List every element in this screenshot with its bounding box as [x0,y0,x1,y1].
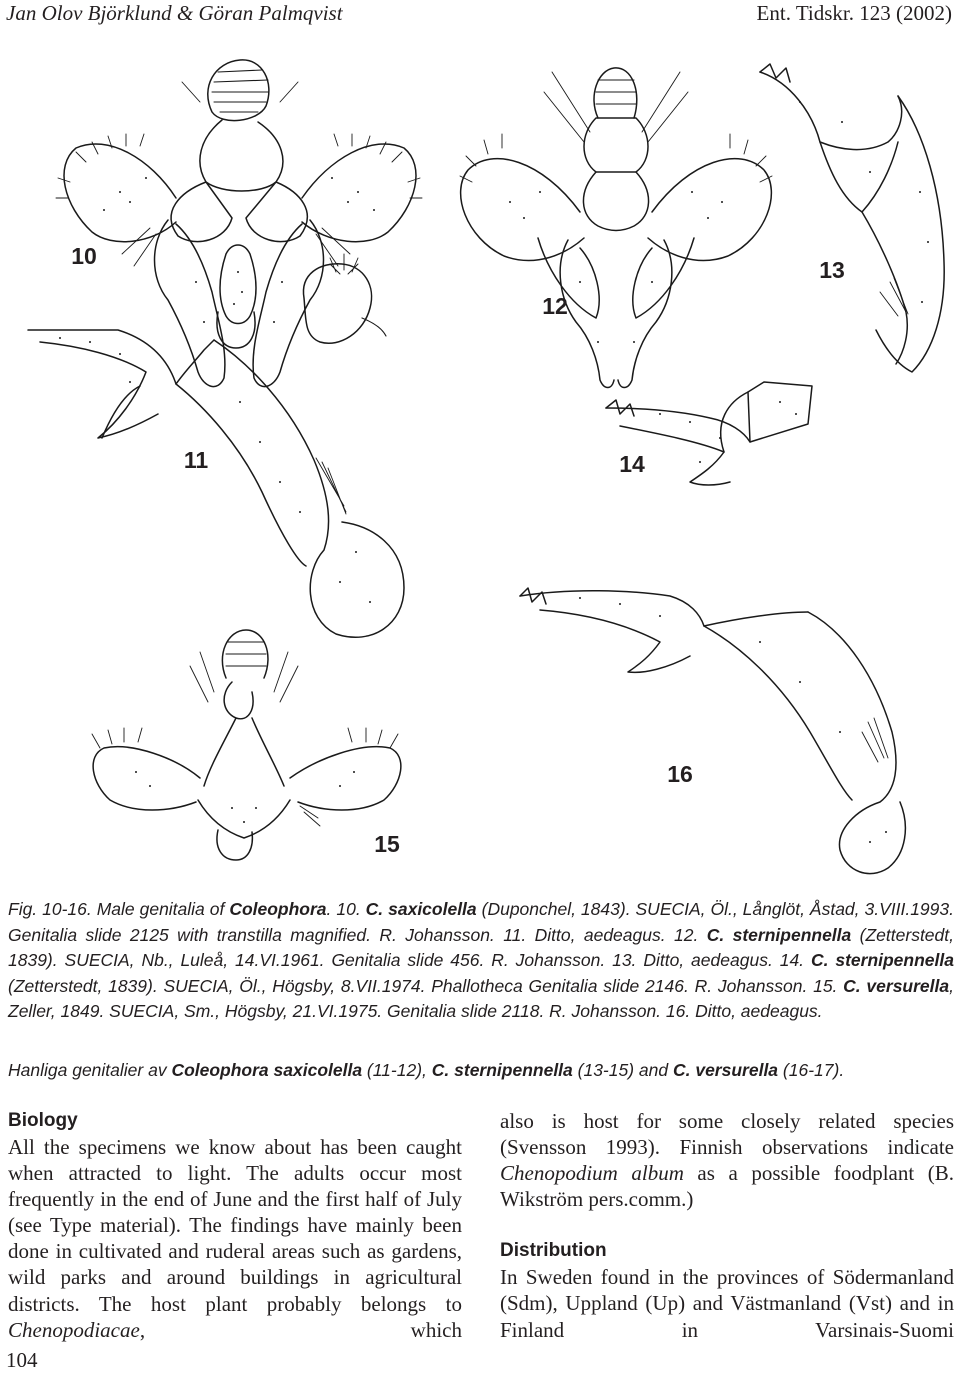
figure-label: 10 [71,243,97,269]
distribution-paragraph: In Sweden found in the provinces of Södermanland (Sdm), Uppland (Up) and Västmanland (Vst) and in Finland in Varsinais-Suomi [500,1265,954,1342]
figure-label: 11 [183,447,209,473]
figure-caption-swedish: Hanliga genitalier av Coleophora saxicolella (11-12), C. sternipennella (13-15) and C. versurella (16-17). [8,1060,845,1080]
figure-label: 13 [819,257,845,283]
text-column-right [500,1108,954,1343]
page-number: 104 [6,1348,38,1372]
biology-heading: Biology [8,1110,78,1131]
figure-label: 14 [619,451,645,477]
figure-label: 12 [542,293,568,319]
distribution-heading: Distribution [500,1240,607,1262]
figure-plate [0,42,960,892]
fig-13-aedeagus-drawing [760,64,944,372]
text-column-left [8,1108,462,1343]
fig-12-genitalia-drawing [460,68,772,388]
paragraph-gap [500,1212,954,1238]
figure-label: 15 [374,831,400,857]
running-head-journal: Ent. Tidskr. 123 (2002) [756,1,952,25]
genitalia-drawings [0,42,960,892]
fig-15-genitalia-drawing [92,630,401,860]
fig-16-aedeagus-drawing [520,588,905,874]
fig-10-genitalia-drawing [56,60,422,387]
figure-label: 16 [667,761,693,787]
biology-paragraph: All the specimens we know about has been caught when attracted to light. The adults occur most frequently in the end of June and the first half of July (see Type material). The findings have mainly been done in cultivated and ruderal areas such as gardens, wild parks and around buildings in agricultural districts. The host plant probably belongs to Chenopodiacae, which [8,1135,462,1342]
fig-11-aedeagus-drawing [28,330,404,637]
running-head-authors: Jan Olov Björklund & Göran Palmqvist [6,1,343,25]
figure-caption: Fig. 10-16. Male genitalia of Coleophora. 10. C. saxicolella (Duponchel, 1843). SUECIA, Öl., Långlöt, Åstad, 3.VIII.1993. Genitalia slide 2125 with transtilla magnified. R. Johansson. 11. Ditto, aedeagus. 12. C. sternipennella (Zetterstedt, 1839). SUECIA, Nb., Luleå, 14.VI.1961. Genitalia slide 456. R. Johansson. 13. Ditto, aedeagus. 14. C. sternipennella (Zetterstedt, 1839). SUECIA, Öl., Högsby, 8.VII.1974. Phallotheca Genitalia slide 2146. R. Johansson. 15. C. versurella, Zeller, 1849. SUECIA, Sm., Högsby, 21.VI.1975. Genitalia slide 2118. R. Johansson. 16. Ditto, aedeagus. [8,899,954,1022]
continuation-paragraph: also is host for some closely related species (Svensson 1993). Finnish observations indicate Chenopodium album as a possible foodplant (B. Wikström pers.comm.) [500,1109,954,1212]
